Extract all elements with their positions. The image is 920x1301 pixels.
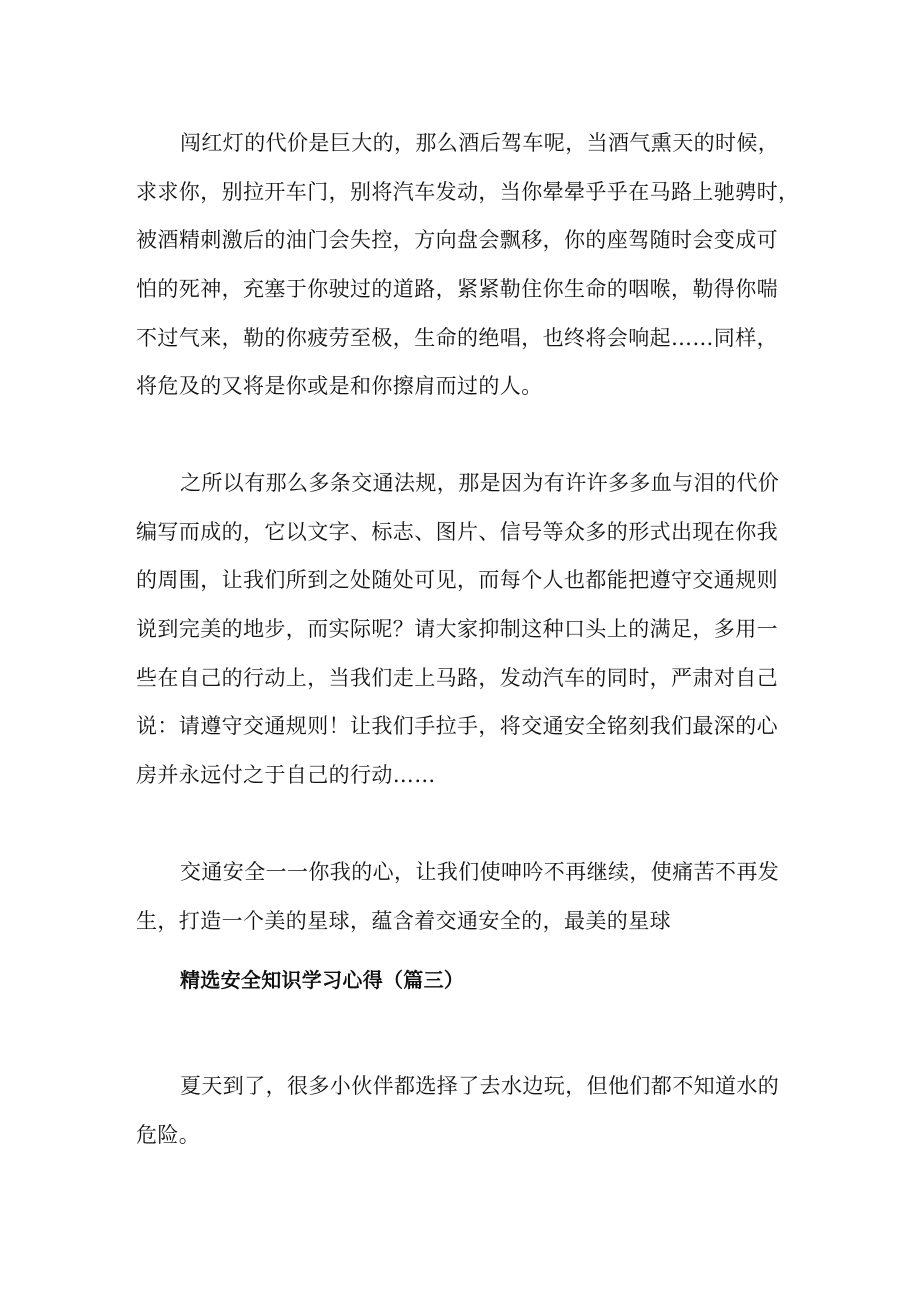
text-line: 怕的死神，充塞于你驶过的道路，紧紧勒住你生命的咽喉，勒得你喘 — [136, 277, 778, 302]
text-line: 之所以有那么多条交通法规，那是因为有许许多多血与泪的代价 — [180, 471, 780, 495]
text-line: 交通安全一一你我的心，让我们使呻吟不再继续，使痛苦不再发 — [180, 860, 780, 884]
text-line: 求求你，别拉开车门，别将汽车发动，当你晕晕乎乎在马路上驰骋时， — [136, 179, 800, 204]
paragraph-drunk-driving — [136, 119, 804, 411]
text-line: 被酒精刺激后的油门会失控，方向盘会飘移，你的座驾随时会变成可 — [136, 228, 778, 253]
text-line: 将危及的又将是你或是和你擦肩而过的人。 — [136, 374, 543, 399]
paragraph-traffic-laws — [136, 459, 804, 800]
text-line: 危险。 — [136, 1122, 201, 1147]
paragraph-traffic-safety — [136, 848, 804, 945]
paragraph-summer-water — [136, 1062, 804, 1159]
text-line: 不过气来，勒的你疲劳至极，生命的绝唱，也终将会响起……同样， — [136, 325, 778, 350]
text-line: 说到完美的地步，而实际呢？请大家抑制这种口头上的满足，多用一 — [136, 617, 778, 642]
text-line: 的周围，让我们所到之处随处可见，而每个人也都能把遵守交通规则 — [136, 568, 778, 593]
text-line: 夏天到了，很多小伙伴都选择了去水边玩，但他们都不知道水的 — [180, 1074, 780, 1098]
text-line: 编写而成的，它以文字、标志、图片、信号等众多的形式出现在你我 — [136, 519, 778, 544]
text-line: 房并永远付之于自己的行动…… — [136, 763, 436, 788]
text-line: 闯红灯的代价是巨大的，那么酒后驾车呢，当酒气熏天的时候， — [180, 131, 780, 155]
section-heading: 精选安全知识学习心得（篇三） — [180, 968, 465, 992]
text-line: 生，打造一个美的星球，蕴含着交通安全的，最美的星球 — [136, 908, 671, 933]
text-line: 说：请遵守交通规则！让我们手拉手，将交通安全铭刻我们最深的心 — [136, 714, 778, 739]
text-line: 些在自己的行动上，当我们走上马路，发动汽车的同时，严肃对自己 — [136, 665, 778, 690]
